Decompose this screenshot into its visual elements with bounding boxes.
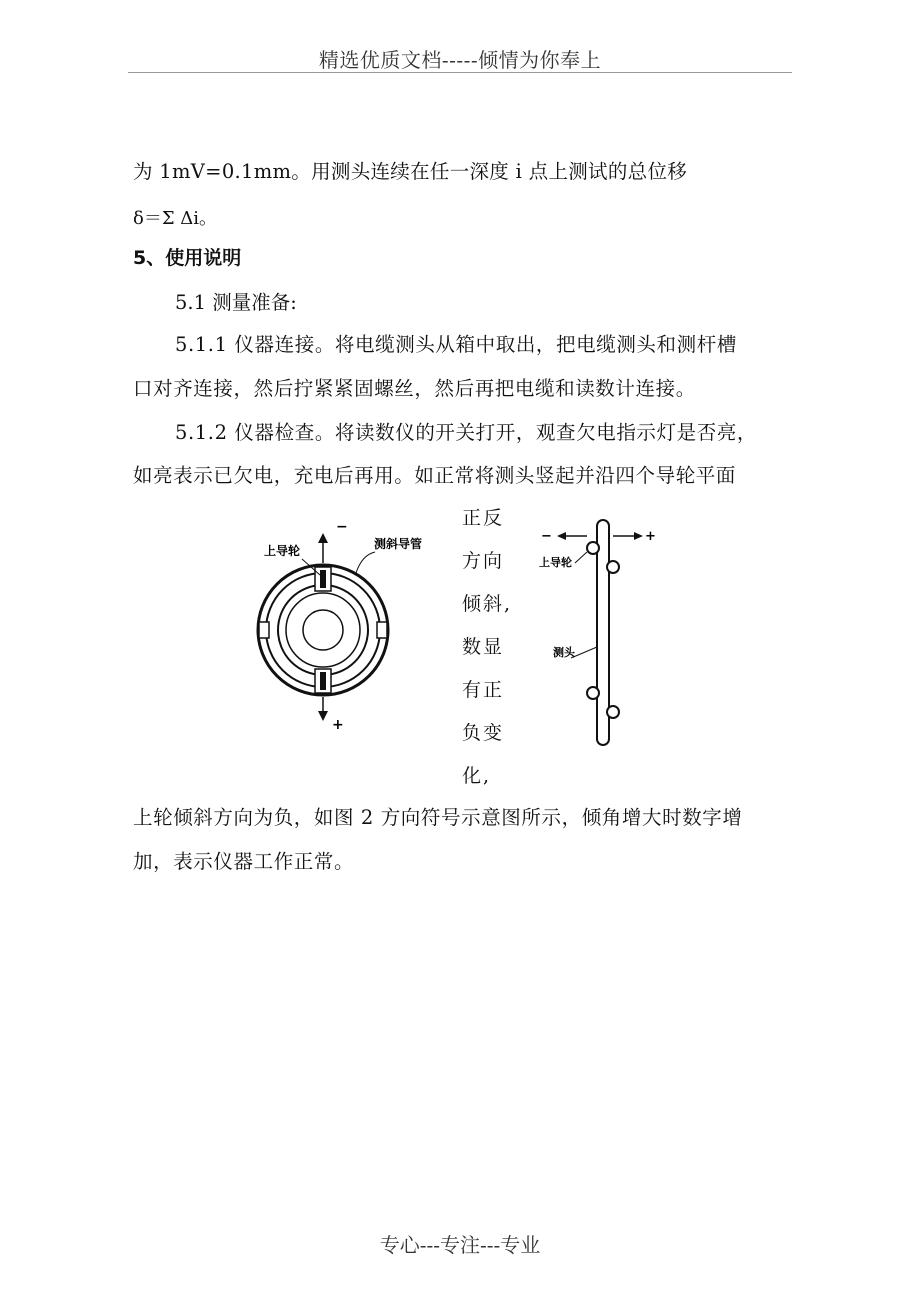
section-heading: 5、使用说明 xyxy=(133,247,242,269)
header-divider xyxy=(128,72,792,73)
label-top-wheel: 上导轮 xyxy=(264,544,301,558)
wheel-top-right xyxy=(607,561,619,573)
body-line-1: 为 1mV=0.1mm。用测头连续在任一深度 i 点上测试的总位移 xyxy=(133,160,688,183)
body-line-10: 加，表示仪器工作正常。 xyxy=(133,850,355,873)
body-line-6: 口对齐连接，然后拧紧紧固螺丝，然后再把电缆和读数计连接。 xyxy=(133,377,696,400)
body-line-5: 5.1.1 仪器连接。将电缆测头从箱中取出，把电缆测头和测杆槽 xyxy=(175,333,737,356)
figure-probe-side-view xyxy=(535,515,665,750)
mid-text-2: 方向 xyxy=(462,550,505,572)
body-line-2: δ＝Σ Δi。 xyxy=(133,208,218,229)
wheel-bottom-left xyxy=(587,687,599,699)
body-line-8: 如亮表示已欠电，充电后再用。如正常将测头竖起并沿四个导轮平面 xyxy=(133,464,737,487)
arrow-right-icon xyxy=(634,532,643,540)
mid-text-3: 倾斜, xyxy=(462,593,513,615)
mid-text-5: 有正 xyxy=(462,679,505,701)
wheel-top-left xyxy=(587,542,599,554)
label-guide-tube: 测斜导管 xyxy=(374,537,423,551)
plus-sign: + xyxy=(332,717,344,733)
minus-sign: − xyxy=(336,519,348,535)
page-footer: 专心---专注---专业 xyxy=(379,1233,541,1257)
figure-tube-cross-section xyxy=(250,515,450,740)
notch-left xyxy=(259,622,269,638)
arrow-left-icon xyxy=(557,532,566,540)
label-probe: 测头 xyxy=(553,646,575,659)
wheel-bottom-right xyxy=(607,706,619,718)
header-title: 精选优质文档-----倾情为你奉上 xyxy=(318,48,602,72)
notch-right xyxy=(377,622,387,638)
body-line-4: 5.1 测量准备: xyxy=(175,291,297,314)
mid-text-1: 正反 xyxy=(462,507,505,529)
wheel-top xyxy=(320,570,326,588)
label-top-wheel-right: 上导轮 xyxy=(539,556,572,569)
body-line-9: 上轮倾斜方向为负，如图 2 方向符号示意图所示，倾角增大时数字增 xyxy=(133,806,743,829)
plus-sign-right: + xyxy=(645,529,656,544)
mid-text-6: 负变 xyxy=(462,722,505,744)
mid-text-4: 数显 xyxy=(462,636,505,658)
body-line-7: 5.1.2 仪器检查。将读数仪的开关打开，观查欠电指示灯是否亮， xyxy=(175,421,758,444)
probe-body xyxy=(278,585,368,675)
arrow-up-icon xyxy=(318,533,328,543)
mid-text-7: 化, xyxy=(462,765,492,787)
minus-sign-right: − xyxy=(541,529,552,544)
wheel-bottom xyxy=(320,672,326,690)
arrow-down-icon xyxy=(318,711,328,721)
